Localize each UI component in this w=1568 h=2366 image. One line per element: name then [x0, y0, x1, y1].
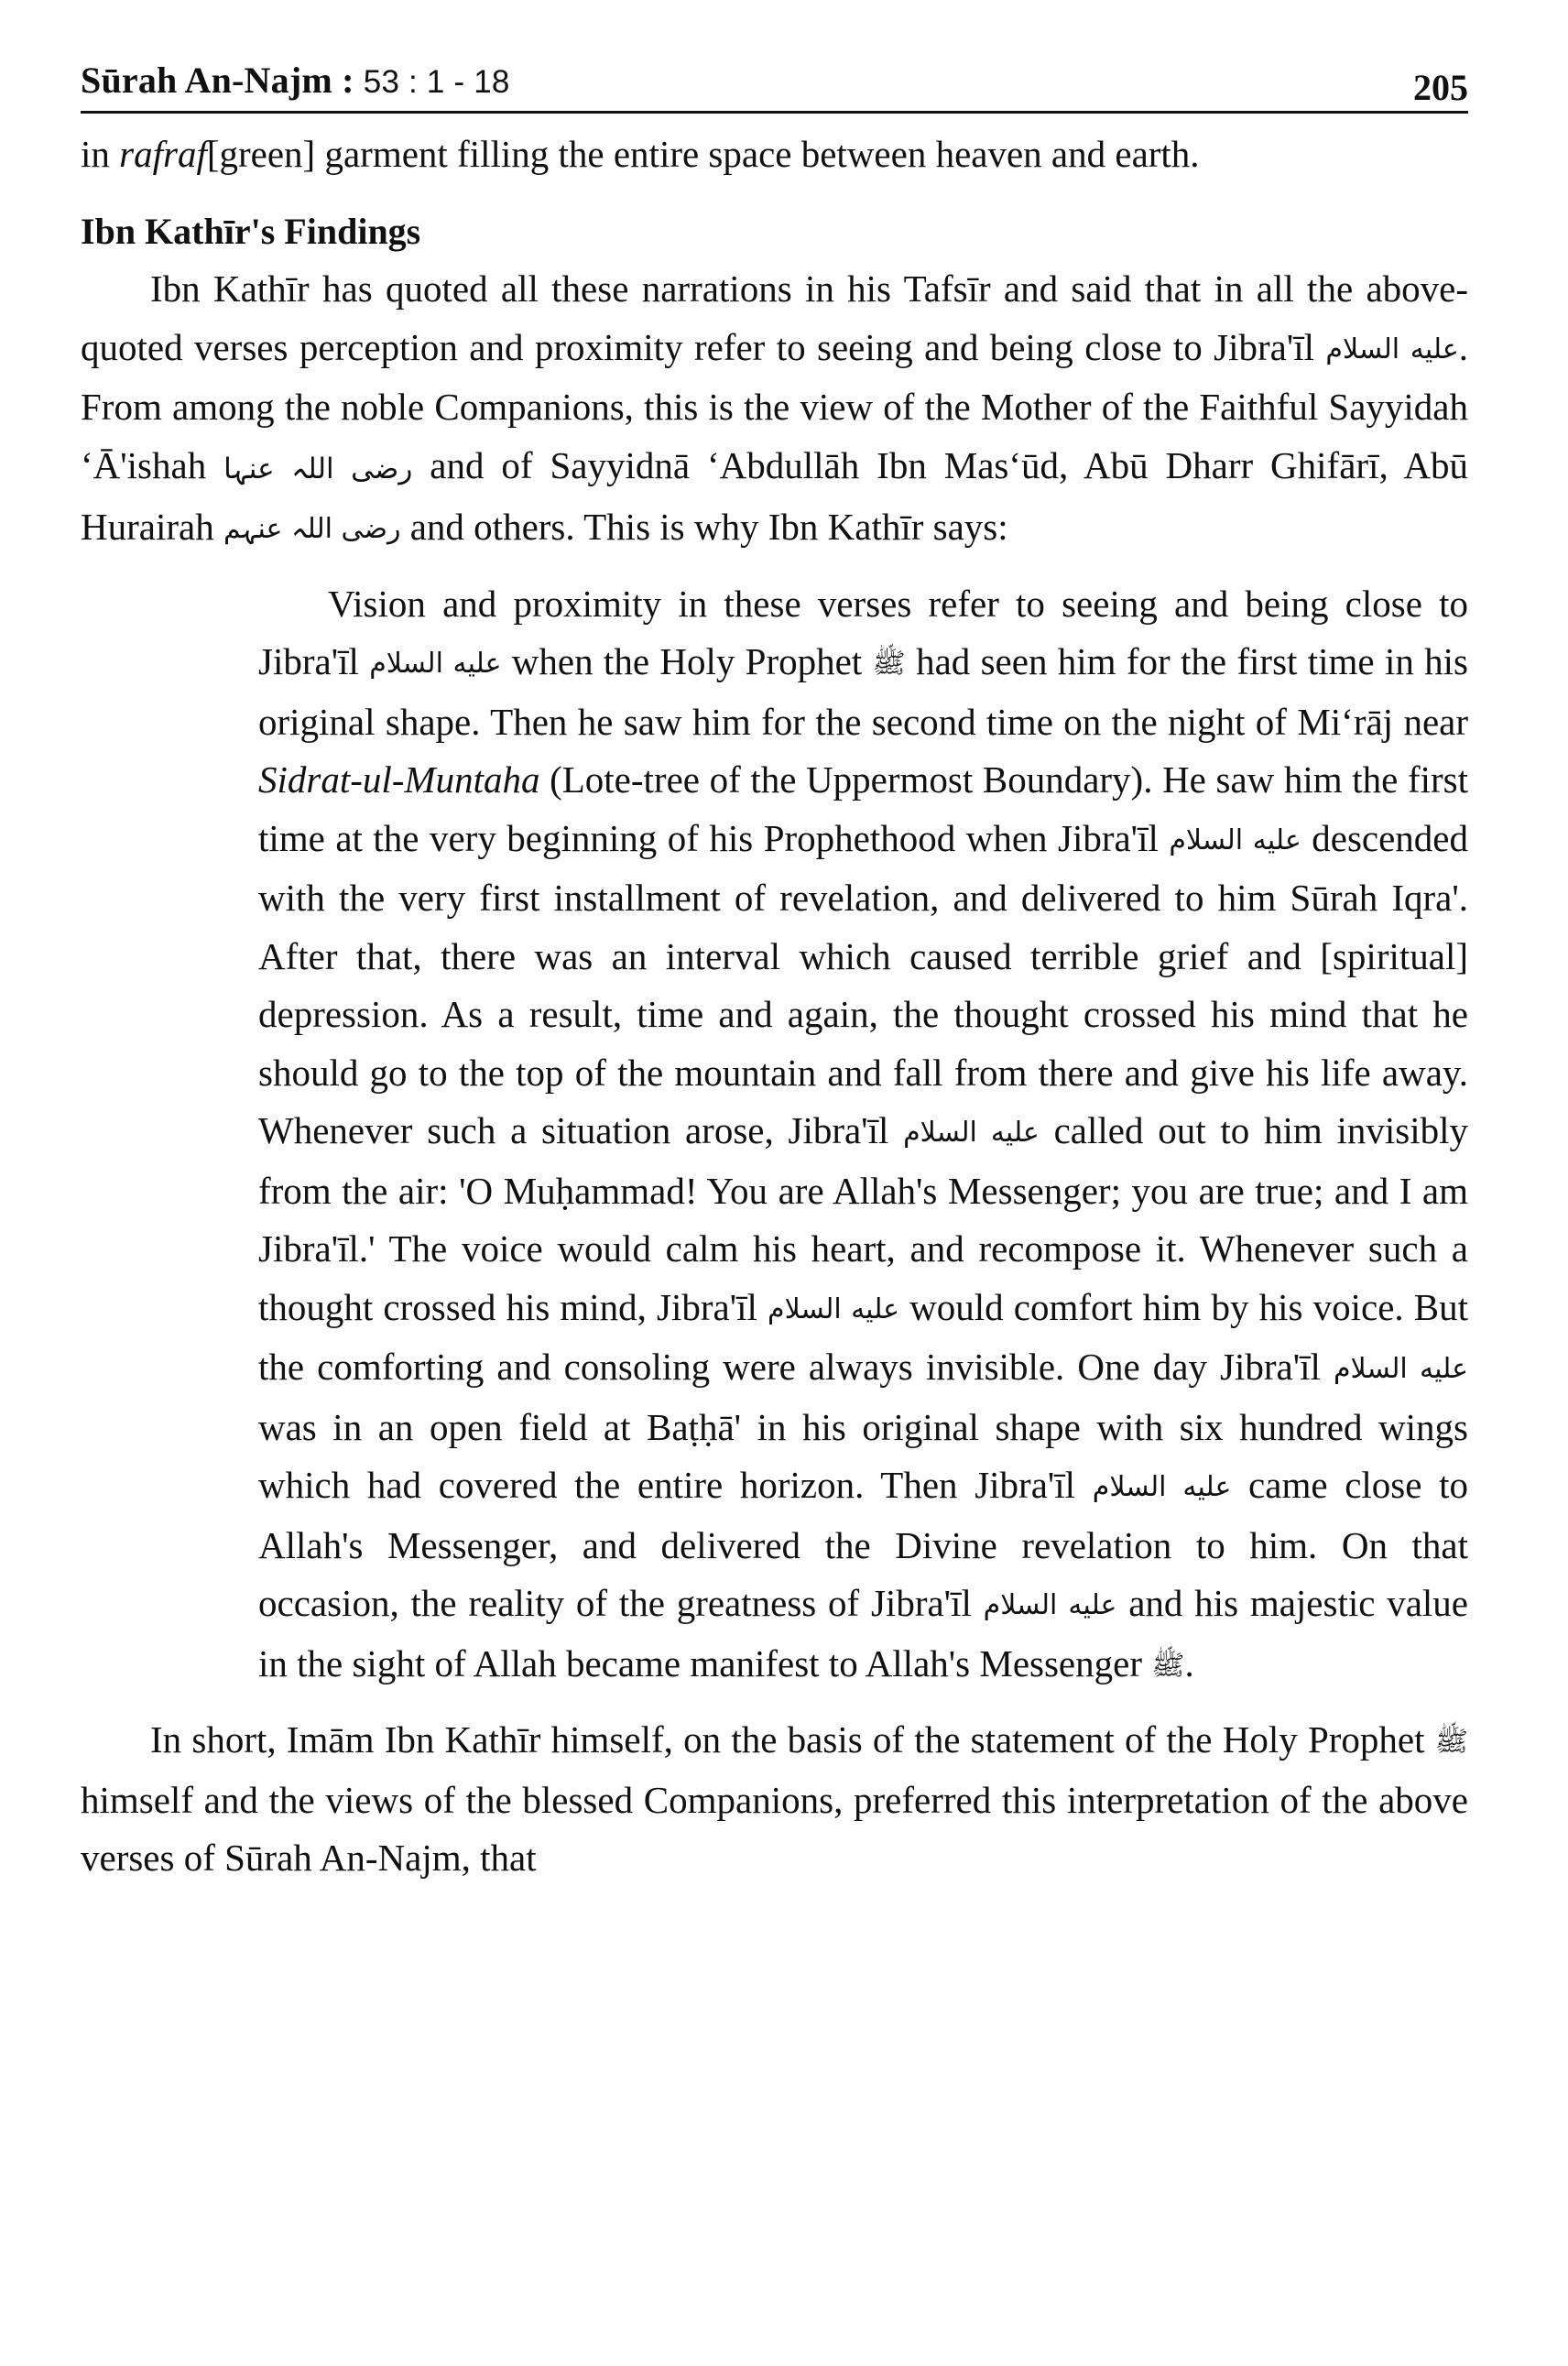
- paragraph-findings: [81, 260, 1468, 559]
- text-run: In short, Imām Ibn Kathīr himself, on the basis of the statement of the Holy Prophet: [150, 1718, 1435, 1761]
- honorific-glyph: عليه السلام: [1092, 1471, 1232, 1503]
- text-run: had seen him for the first time in his original shape. Then he saw him for the second time on the night of Mi‘rāj near: [258, 640, 1468, 743]
- arabic-honorific: رضی اللہ عنہا: [223, 452, 413, 485]
- honorific-glyph: عليه السلام: [768, 1292, 900, 1325]
- text-run: .: [1184, 1641, 1194, 1685]
- running-header: [81, 50, 1468, 114]
- text-run: descended with the very first installment of revelation, and delivered to him Sūrah Iqra'. After that, there was an interval which caused terrible grief and [spiritual] depression. As a result, time and again, the thought crossed his mind that he should go to the top of the mountain and fall from there and give his life away. Whenever such a situation arose, Jibra'īl: [258, 816, 1469, 1151]
- text-run: (Lote-tree of the Uppermost Boundary). He saw him the first time at the very beginning of his Prophethood when Jibra'īl: [258, 758, 1468, 859]
- text-run: and of Sayyidnā ‘Abdullāh Ibn Mas‘ūd, Abū Dharr Ghifārī, Abū Hurairah: [81, 443, 1468, 548]
- honorific-glyph: عليه السلام: [983, 1589, 1117, 1621]
- text-run: was in an open field at Baṭḥā' in his original shape with six hundred wings which had covered the entire horizon. Then Jibra'īl: [258, 1405, 1468, 1506]
- honorific-glyph: ﷺ: [872, 648, 906, 680]
- paragraph-continuation: [81, 125, 1468, 184]
- text-run: himself and the views of the blessed Companions, preferred this interpretation of the above verses of Sūrah An-Najm, that: [81, 1778, 1468, 1879]
- honorific-glyph: عليه السلام: [1325, 333, 1459, 365]
- block-quote: [258, 575, 1468, 1695]
- paragraph-conclusion: [81, 1711, 1468, 1888]
- surah-title: Sūrah An-Najm :: [81, 60, 354, 101]
- honorific-glyph: عليه السلام: [369, 648, 502, 680]
- text-run: Ibn Kathīr has quoted all these narrations in his Tafsīr and said that in all the above-quoted verses perception and proximity refer to seeing and being close to Jibra'īl: [81, 267, 1468, 368]
- text-run: and his majestic value in the sight of Allah became manifest to Allah's Messenger: [258, 1582, 1469, 1685]
- page-body: [81, 125, 1468, 1888]
- text-run: [green] garment filling the entire space between heaven and earth.: [206, 133, 1200, 175]
- text-run: Vision and proximity in these verses refer to seeing and being close to Jibra'īl: [258, 582, 1468, 682]
- text-run: called out to him invisibly from the air: 'O Muḥammad! You are Allah's Messenger; you are true; and I am Jibra'īl.' The voice would calm his heart, and recompose it. Whenever such a thought crossed his mind, Jibra'īl: [258, 1109, 1469, 1328]
- running-title: [81, 59, 510, 102]
- honorific-glyph: ﷺ: [1434, 1726, 1468, 1758]
- text-run: when the Holy Prophet: [501, 640, 873, 682]
- honorific-glyph: عليه السلام: [1169, 823, 1301, 856]
- text-run: would comfort him by his voice. But the comforting and consoling were always invisible. One day Jibra'īl: [258, 1285, 1468, 1388]
- honorific-glyph: رضی اللہ عنہم: [223, 513, 401, 545]
- text-run: and others. This is why Ibn Kathīr says:: [400, 506, 1008, 548]
- honorific-glyph: ﷺ: [1151, 1649, 1185, 1682]
- section-heading: Ibn Kathīr's Findings: [81, 210, 421, 252]
- text-run: came close to Allah's Messenger, and delivered the Divine revelation to him. On that occasion, the reality of the greatness of Jibra'īl: [258, 1464, 1469, 1624]
- book-page: [81, 50, 1468, 1888]
- text-run: in: [81, 133, 120, 175]
- verse-reference: 53 : 1 - 18: [363, 64, 510, 100]
- honorific-glyph: عليه السلام: [903, 1117, 1040, 1149]
- page-number: 205: [1413, 67, 1468, 108]
- italic-term: rafraf: [119, 133, 207, 175]
- honorific-glyph: عليه السلام: [1333, 1353, 1469, 1385]
- text-run: . From among the noble Companions, this is the view of the Mother of the Faithful Sayyidah ‘Ā'ishah: [81, 325, 1469, 486]
- italic-term: Sidrat-ul-Muntaha: [258, 758, 540, 801]
